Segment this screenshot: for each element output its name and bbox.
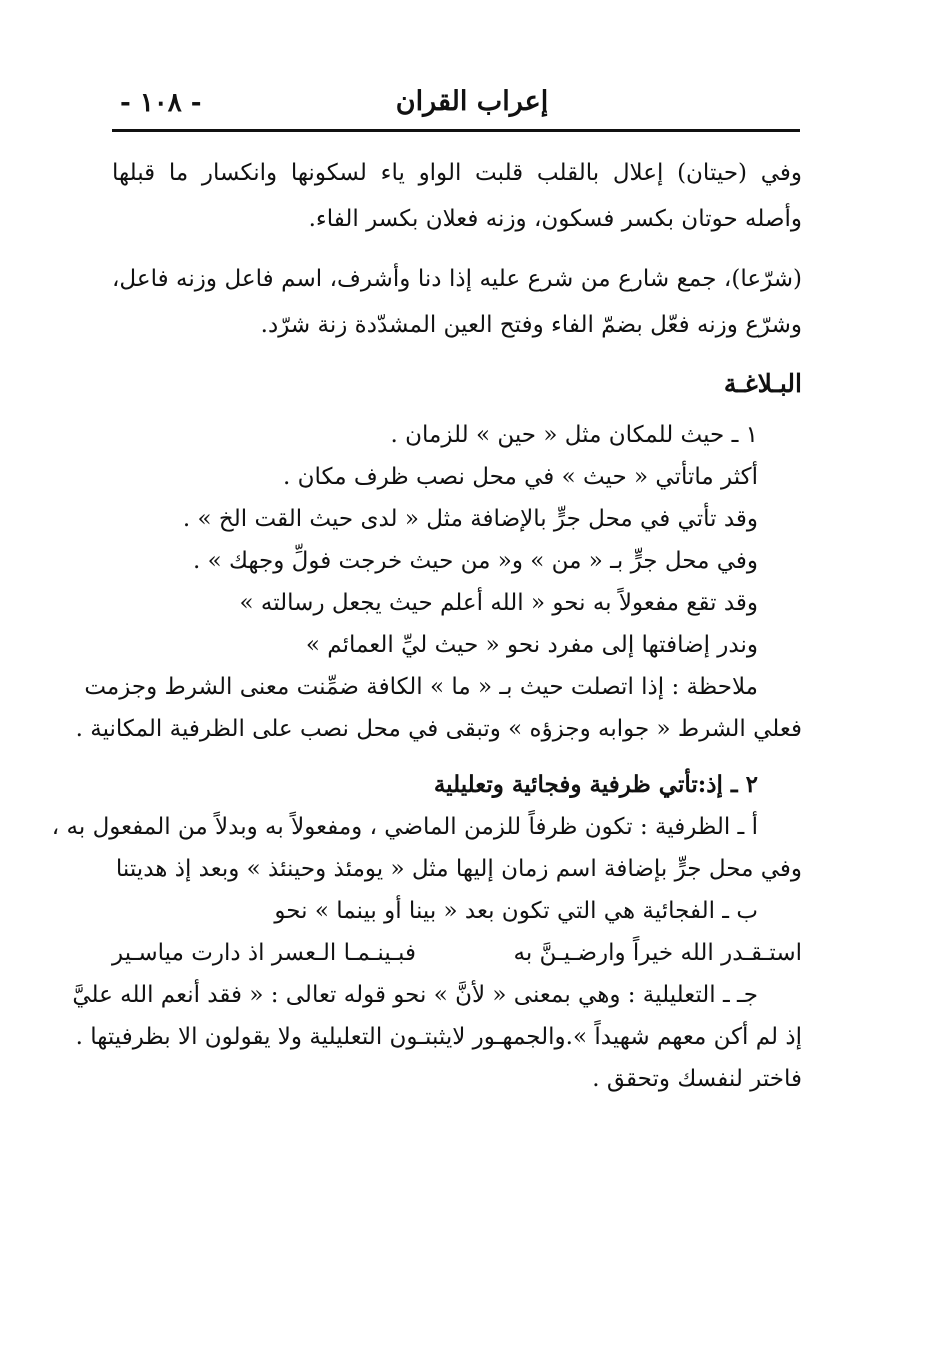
header-rule (112, 129, 800, 132)
text-line: أ ـ الظرفية : تكون ظرفاً للزمن الماضي ، ومفعولاً به وبدلاً من المفعول به ، (51, 814, 758, 840)
page-number: - ١٠٨ - (120, 88, 202, 118)
paragraph-shurra: (شرّعا)، جمع شارع من شرع عليه إذا دنا وأشرف، اسم فاعل وزنه فاعل، وشرّع وزنه فعّل بضمّ الفاء وفتح العين المشدّدة زنة شرّد. (112, 266, 802, 338)
verse-first-hemistich: استـقـدر الله خيراً وارضـيـنَّ به (513, 940, 802, 966)
verse-second-hemistich: فبـينـمـا الـعسر اذ دارت مياسـير (112, 940, 416, 966)
poetry-verse (112, 932, 802, 974)
subheading-idh: ٢ ـ إذ:تأتي ظرفية وفجائية وتعليلية (433, 771, 758, 798)
section-idh (51, 764, 802, 1100)
paragraph-hitan: وفي (حيتان) إعلال بالقلب قلبت الواو ياء لسكونها وانكسار ما قبلها وأصله حوتان بكسر فسكون، وزنه فعلان بكسر الفاء. (112, 160, 802, 232)
text-line: ١ ـ حيث للمكان مثل « حين » للزمان . (390, 422, 758, 448)
text-line: إذ لم أكن معهم شهيداً ».والجمهـور لايثبتـون التعليلية ولا يقولون الا بظرفيتها . (75, 1024, 802, 1050)
spacer (112, 750, 802, 764)
text-line: ب ـ الفجائية هي التي تكون بعد « بينا أو بينما » نحو (274, 898, 758, 924)
text-line: أكثر ماتأتي « حيث » في محل نصب ظرف مكان . (282, 464, 758, 490)
text-line: وقد تقع مفعولاً به نحو « الله أعلم حيث يجعل رسالته » (239, 590, 758, 616)
section-heading-balagha: البـلاغـة (723, 369, 802, 398)
text-line: فعلي الشرط « جوابه وجزؤه » وتبقى في محل نصب على الظرفية المكانية . (75, 716, 802, 742)
text-line: فاختر لنفسك وتحقق . (592, 1066, 802, 1092)
text-line: وفي محل جرٍّ بـ « من » و« من حيث خرجت فولِّ وجهك » . (193, 548, 758, 574)
text-line: وفي محل جرٍّ بإضافة اسم زمان إليها مثل « يومئذ وحينئذ » وبعد إذ هديتنا (115, 856, 802, 882)
section-haythu (75, 414, 802, 750)
running-title: إعراب القران (395, 86, 549, 117)
text-line: وقد تأتي في محل جرٍّ بالإضافة مثل « لدى حيث القت الخ » . (182, 506, 758, 532)
text-line: ملاحظة : إذا اتصلت حيث بـ « ما » الكافة ضمِّنت معنى الشرط وجزمت (84, 674, 758, 700)
text-line: جـ ـ التعليلية : وهي بمعنى « لأنَّ » نحو قوله تعالى : « فقد أنعم الله عليَّ (72, 982, 758, 1008)
text-line: وندر إضافتها إلى مفرد نحو « حيث ليِّ العمائم » (305, 632, 758, 658)
page-header (112, 80, 800, 130)
page-body (51, 150, 802, 1100)
